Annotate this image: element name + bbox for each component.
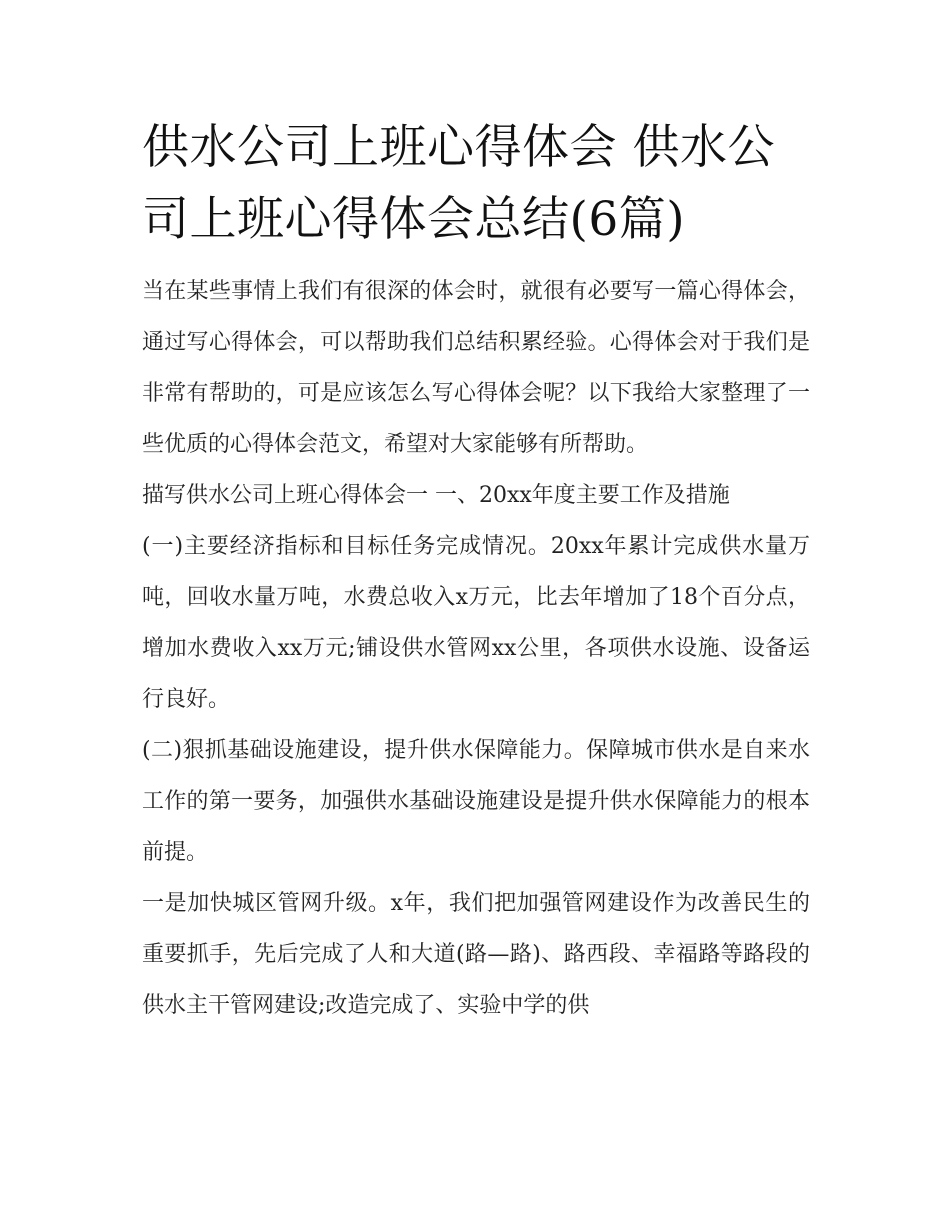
paragraph-section-heading: 描写供水公司上班心得体会一 一、20xx年度主要工作及措施 [142, 483, 730, 508]
paragraph-item-two: (二)狠抓基础设施建设，提升供水保障能力。保障城市供水是自来水工作的第一要务，加强供水基础设施建设是提升供水保障能力的根本前提。 [142, 738, 810, 865]
paragraph-item-one: (一)主要经济指标和目标任务完成情况。20xx年累计完成供水量万吨，回收水量万吨，水费总收入x万元，比去年增加了18个百分点，增加水费收入xx万元;铺设供水管网xx公里，各项供水设施、设备运行良好。 [142, 534, 810, 712]
document-body [142, 266, 810, 1031]
paragraph-intro: 当在某些事情上我们有很深的体会时，就很有必要写一篇心得体会，通过写心得体会，可以帮助我们总结积累经验。心得体会对于我们是非常有帮助的，可是应该怎么写心得体会呢？以下我给大家整理了一些优质的心得体会范文，希望对大家能够有所帮助。 [142, 279, 810, 457]
paragraph-pipe-network: 一是加快城区管网升级。x年，我们把加强管网建设作为改善民生的重要抓手，先后完成了人和大道(路—路)、路西段、幸福路等路段的供水主干管网建设;改造完成了、实验中学的供 [142, 891, 810, 1018]
document-content [142, 112, 810, 1031]
document-title: 供水公司上班心得体会 供水公司上班心得体会总结(6篇) [142, 120, 775, 247]
